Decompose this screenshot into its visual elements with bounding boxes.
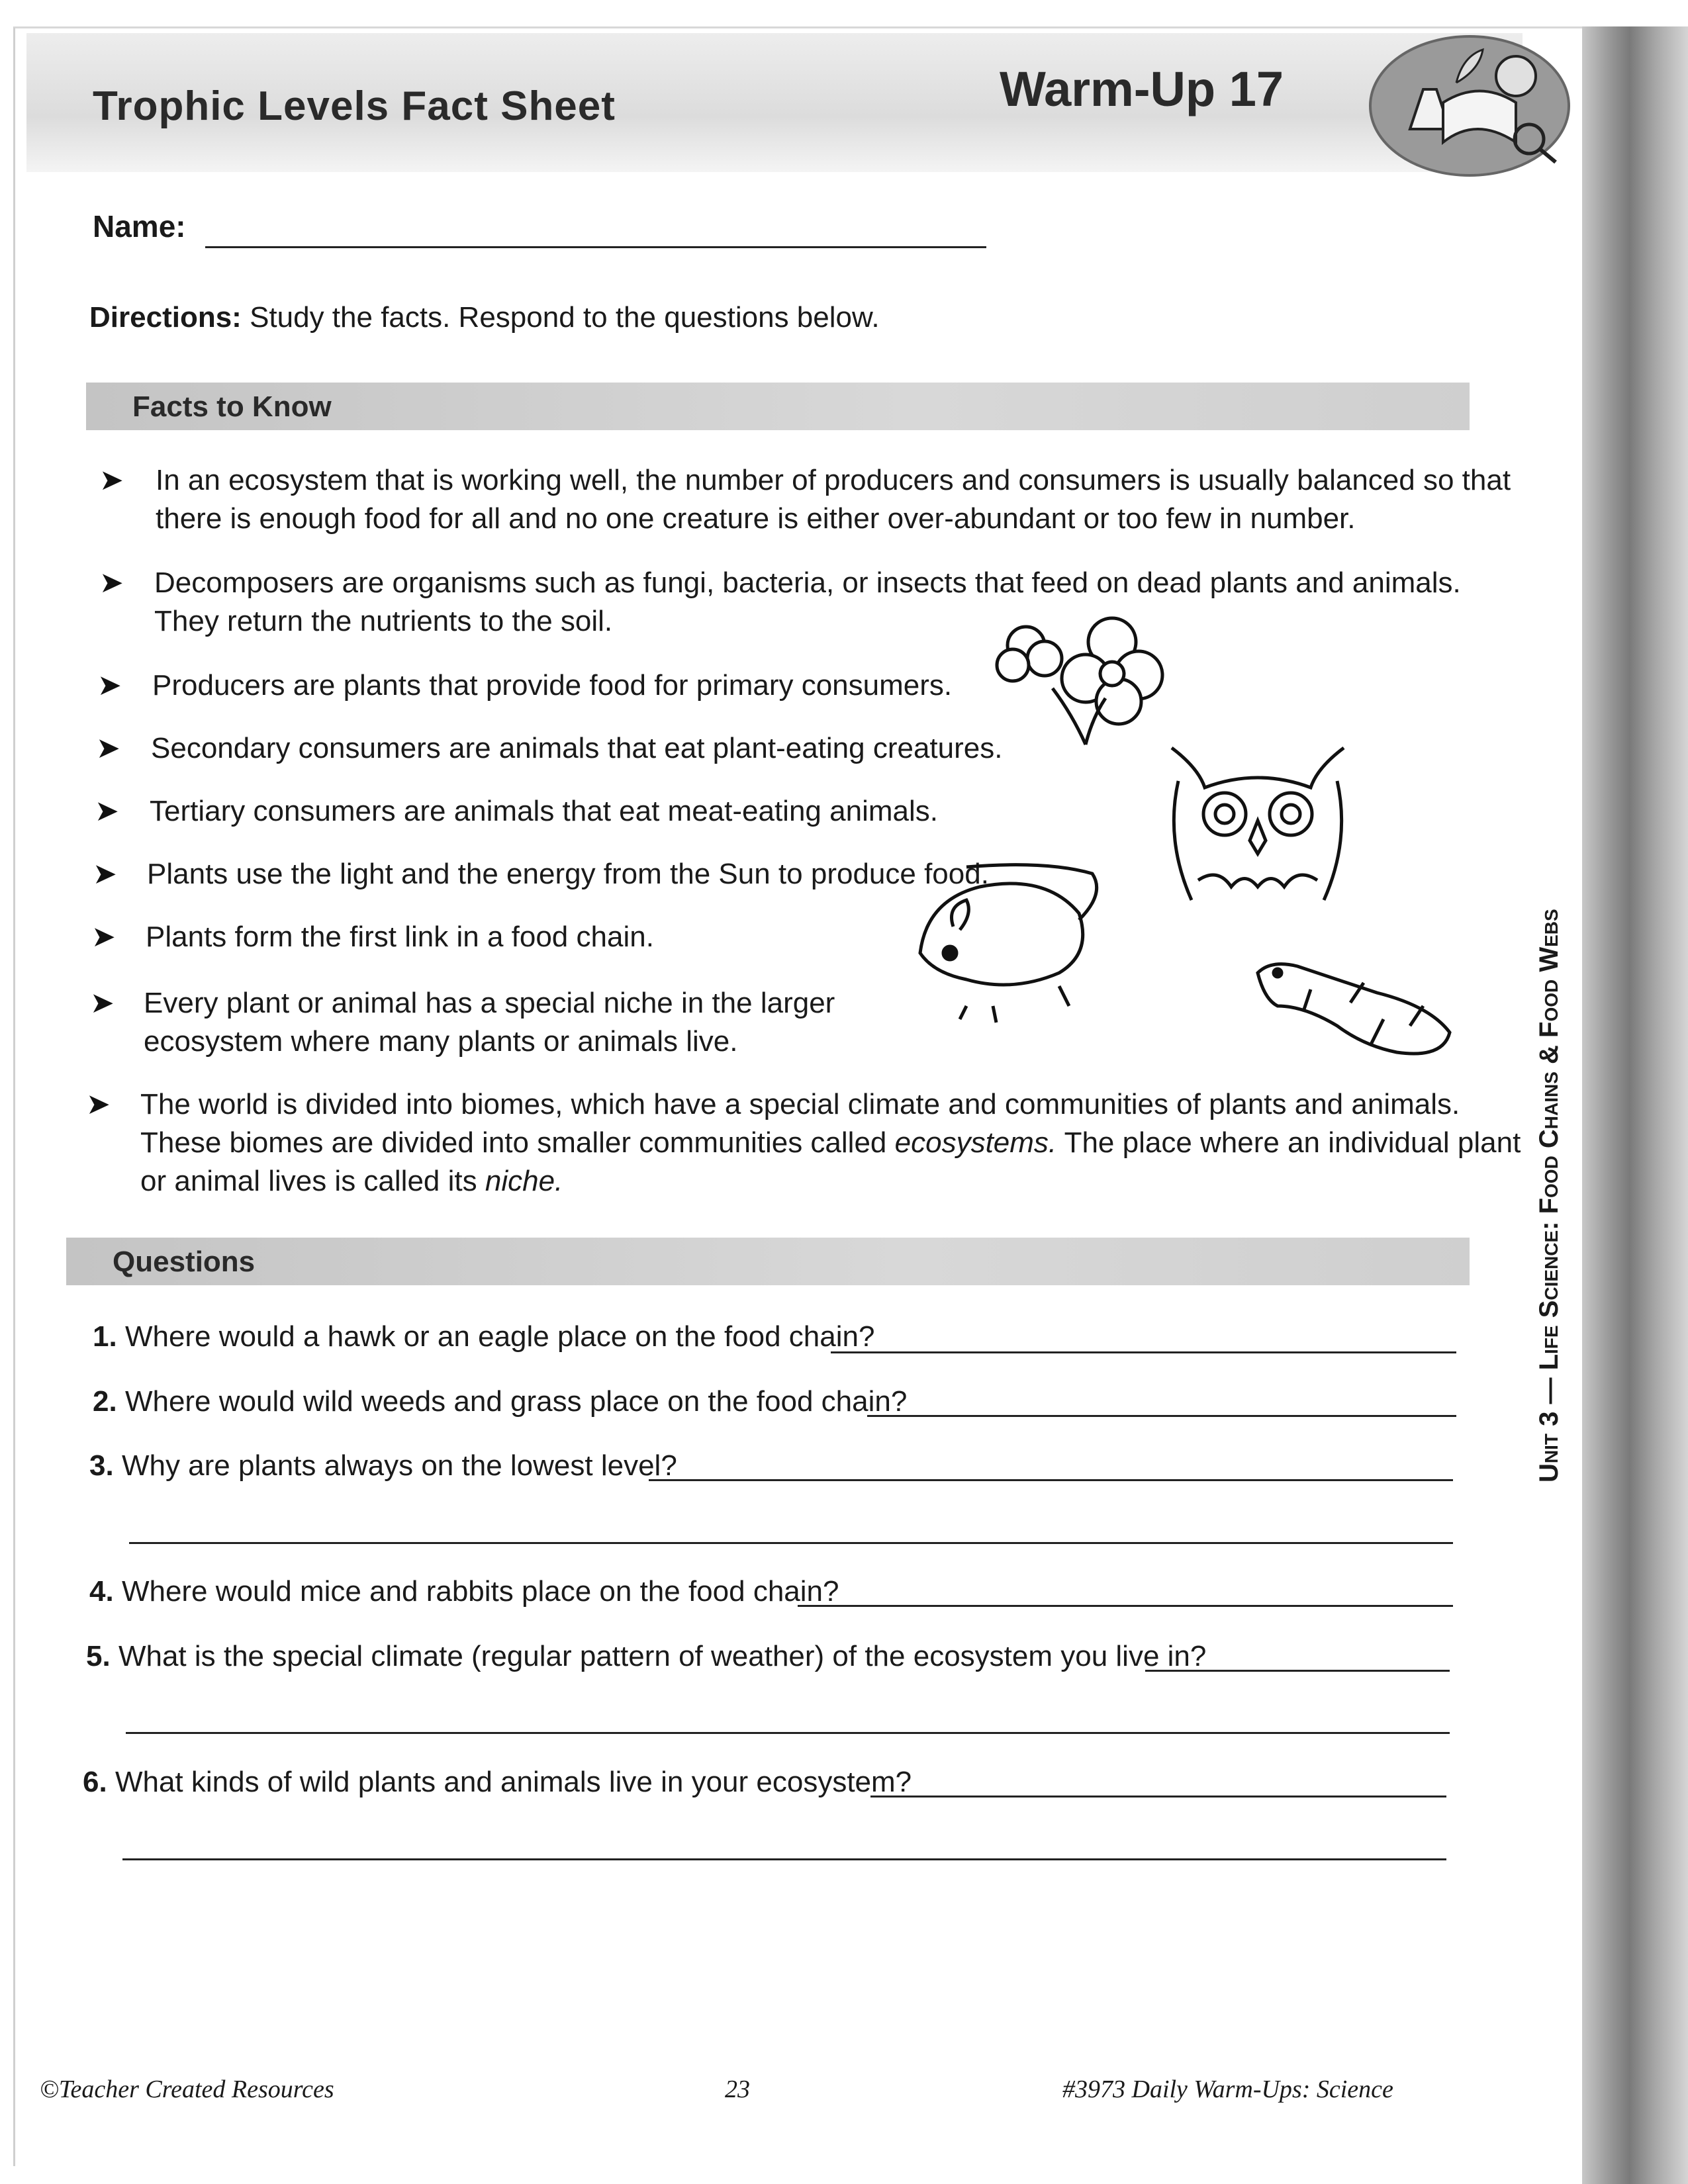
bullet-icon: ➤ <box>99 464 124 496</box>
fact-item <box>140 1085 1521 1201</box>
bullet-icon: ➤ <box>90 987 115 1019</box>
answer-line-2[interactable] <box>867 1415 1456 1417</box>
bullet-icon: ➤ <box>93 858 117 890</box>
footer-page-number: 23 <box>725 2075 750 2103</box>
answer-line-4[interactable] <box>798 1605 1453 1607</box>
fact-item <box>151 729 1002 768</box>
fact-line: Every plant or animal has a special niche in the larger <box>144 987 835 1019</box>
bullet-icon: ➤ <box>99 567 124 599</box>
fact-line: Producers are plants that provide food for primary consumers. <box>152 669 953 702</box>
answer-line-6[interactable] <box>870 1796 1446 1797</box>
fact-line: ecosystem where many plants or animals live. <box>144 1025 738 1058</box>
bullet-icon: ➤ <box>95 795 119 827</box>
directions-text: Study the facts. Respond to the questions below. <box>250 301 880 334</box>
fact-line: In an ecosystem that is working well, the number of producers and consumers is usually balanced so that <box>156 464 1511 496</box>
bullet-icon: ➤ <box>91 921 116 953</box>
bullet-icon: ➤ <box>86 1088 111 1120</box>
fact-line: The world is divided into biomes, which have a special climate and communities of plants and animals. <box>140 1088 1460 1120</box>
owl-icon <box>1158 741 1357 913</box>
directions <box>89 301 880 334</box>
fact-line: Tertiary consumers are animals that eat meat-eating animals. <box>150 795 938 827</box>
fact-line: there is enough food for all and no one creature is either over-abundant or too few in number. <box>156 502 1356 535</box>
name-input-line[interactable] <box>205 246 986 248</box>
questions-heading: Questions <box>113 1246 256 1278</box>
fact-line: Secondary consumers are animals that eat plant-eating creatures. <box>151 732 1003 764</box>
question-2: 2. Where would wild weeds and grass place on the food chain? <box>93 1385 908 1418</box>
fact-item <box>146 918 654 956</box>
facts-heading: Facts to Know <box>132 390 332 423</box>
answer-line-6b[interactable] <box>122 1858 1446 1860</box>
answer-line-1[interactable] <box>831 1351 1456 1353</box>
fact-line: or animal lives is called its niche. <box>140 1165 563 1197</box>
bullet-icon: ➤ <box>96 732 120 764</box>
answer-line-5[interactable] <box>1145 1670 1450 1672</box>
fact-line: These biomes are divided into smaller communities called ecosystems. The place where an individual plant <box>140 1126 1521 1159</box>
fact-item <box>154 564 1461 641</box>
fact-item <box>150 792 938 831</box>
fact-item <box>144 984 835 1061</box>
question-3: 3. Why are plants always on the lowest level? <box>89 1449 677 1482</box>
question-5: 5. What is the special climate (regular pattern of weather) of the ecosystem you live in? <box>86 1640 1207 1672</box>
footer-book-title: #3973 Daily Warm-Ups: Science <box>1062 2075 1393 2103</box>
page-title: Trophic Levels Fact Sheet <box>93 83 616 129</box>
question-1: 1. Where would a hawk or an eagle place on the food chain? <box>93 1320 875 1353</box>
footer-copyright: ©Teacher Created Resources <box>40 2075 334 2103</box>
question-6: 6. What kinds of wild plants and animals live in your ecosystem? <box>83 1766 912 1798</box>
flower-icon <box>986 615 1172 748</box>
science-logo-icon <box>1364 30 1575 182</box>
answer-line-3b[interactable] <box>129 1542 1453 1544</box>
directions-label: Directions: <box>89 301 242 334</box>
answer-line-3[interactable] <box>649 1479 1453 1481</box>
page-binding-shadow <box>1582 26 1688 2184</box>
name-label: Name: <box>93 209 186 244</box>
question-4: 4. Where would mice and rabbits place on the food chain? <box>89 1575 839 1608</box>
mouse-icon <box>900 854 1105 1026</box>
fact-line: They return the nutrients to the soil. <box>154 605 613 637</box>
fact-item <box>152 666 952 705</box>
unit-side-label: Unit 3 — Life Science: Food Chains & Food Webs <box>1534 909 1564 1482</box>
answer-line-5b[interactable] <box>126 1732 1450 1734</box>
warmup-title: Warm-Up 17 <box>1000 62 1284 116</box>
questions-section-bar <box>66 1238 1470 1285</box>
fact-line: Plants use the light and the energy from the Sun to produce food. <box>147 858 989 890</box>
fact-item <box>147 855 989 893</box>
fact-item <box>156 461 1511 538</box>
fact-line: Decomposers are organisms such as fungi, bacteria, or insects that feed on dead plants and animals. <box>154 567 1461 599</box>
lizard-icon <box>1251 953 1456 1066</box>
bullet-icon: ➤ <box>97 669 122 702</box>
fact-line: Plants form the first link in a food chain. <box>146 921 654 953</box>
